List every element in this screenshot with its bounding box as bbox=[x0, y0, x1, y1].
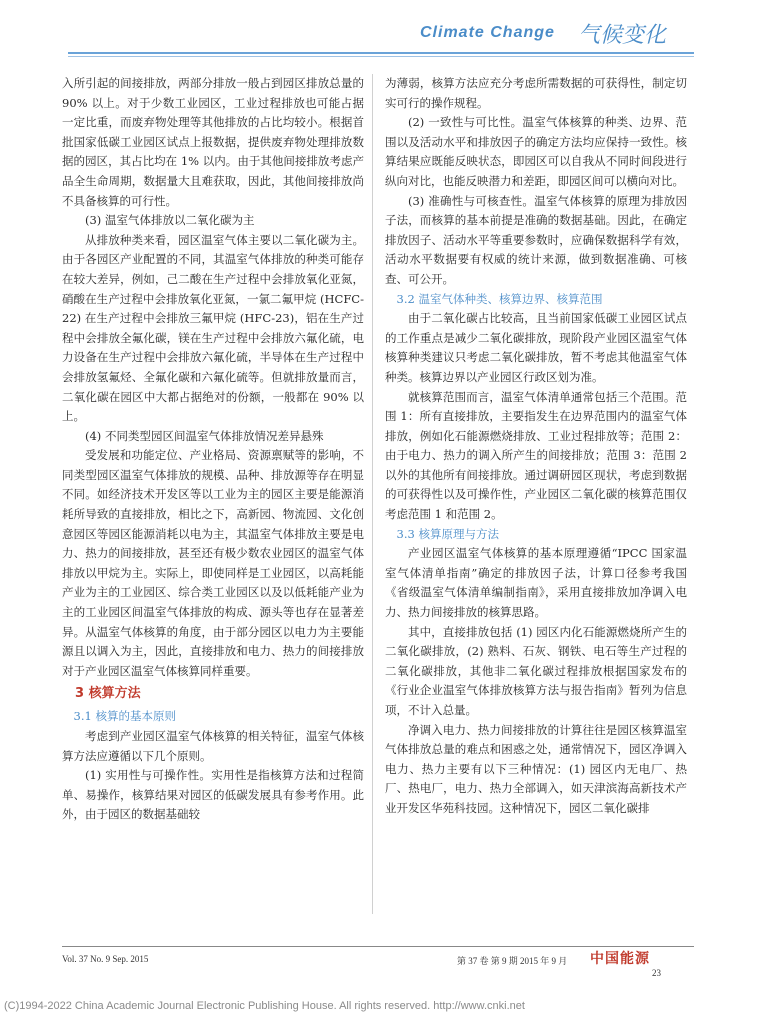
page-header bbox=[0, 18, 763, 52]
paragraph: (2) 一致性与可比性。温室气体核算的种类、边界、范围以及活动水平和排放因子的确定方法均应保持一致性。核算结果应既能反映状态，即园区可以自我从不同时间段进行纵向对比，也能反映潜力和差距，即园区间可以横向对比。 bbox=[385, 115, 687, 188]
header-rule bbox=[68, 52, 694, 54]
paragraph: 从排放种类来看，园区温室气体主要以二氧化碳为主。由于各园区产业配置的不同，其温室气体排放的种类可能存在较大差异，例如，己二酸在生产过程中会排放氧化亚氮，硝酸在生产过程中会排放氧化亚氮，一氯二氟甲烷 (HCFC-22) 在生产过程中会排放三氟甲烷 (HFC-23)，铝在生产过程中会排放全氟化碳，镁在生产过程中会排放六氟化硫，电力设备在生产过程中会排放六氟化硫，半导体在生产过程中会排放氢氟烃、全氟化碳和六氟化硫等。但就排放量而言，二氧化碳在园区中大都占据绝对的份额，一般都在 90% 以上。 bbox=[62, 232, 364, 424]
subheading: (3) 温室气体排放以二氧化碳为主 bbox=[85, 213, 255, 228]
footer-rule bbox=[62, 946, 694, 947]
subsection-heading: 3.3 核算原理与方法 bbox=[396, 526, 499, 541]
journal-title-en: Climate Change bbox=[420, 24, 555, 41]
paragraph: 净调入电力、热力间接排放的计算往往是园区核算温室气体排放总量的难点和困惑之处，通常情况下，园区净调入电力、热力主要有以下三种情况：(1) 园区内无电厂、热厂、热电厂，电力、热力全部调入，如天津滨海高新技术产业开发区华苑科技园。这种情况下，园区二氧化碳排 bbox=[385, 722, 687, 815]
section-heading: 3 核算方法 bbox=[75, 686, 141, 702]
header-rule-thin bbox=[68, 56, 694, 57]
paragraph: (3) 准确性与可核查性。温室气体核算的原理为排放因子法，而核算的基本前提是准确的数据基础。因此，在确定排放因子、活动水平等重要参数时，应确保数据科学有效，活动水平数据要有权威的统计来源，做到数据准确、可核查、可公开。 bbox=[385, 193, 687, 286]
subheading: (4) 不同类型园区间温室气体排放情况差异悬殊 bbox=[85, 428, 324, 443]
page-number: 23 bbox=[652, 968, 661, 978]
left-column bbox=[62, 74, 364, 825]
copyright-notice: (C)1994-2022 China Academic Journal Electronic Publishing House. All rights reserved. http://www.cnki.net bbox=[4, 1000, 525, 1012]
paragraph: 考虑到产业园区温室气体核算的相关特征，温室气体核算方法应遵循以下几个原则。 bbox=[62, 729, 364, 763]
journal-title-cn: 气候变化 bbox=[578, 23, 667, 48]
page-footer bbox=[62, 946, 694, 986]
subsection-heading: 3.1 核算的基本原则 bbox=[73, 709, 176, 724]
footer-volume-cn: 第 37 卷 第 9 期 2015 年 9 月 bbox=[457, 956, 568, 966]
right-column bbox=[385, 74, 687, 819]
paragraph: (1) 实用性与可操作性。实用性是指核算方法和过程简单、易操作，核算结果对园区的低碳发展具有参考作用。此外，由于园区的数据基础较 bbox=[62, 768, 364, 822]
footer-volume-en: Vol. 37 No. 9 Sep. 2015 bbox=[62, 954, 149, 964]
subsection-heading: 3.2 温室气体种类、核算边界、核算范围 bbox=[396, 291, 603, 306]
journal-logo: 中国能源 bbox=[590, 951, 650, 967]
paragraph: 为薄弱，核算方法应充分考虑所需数据的可获得性，制定切实可行的操作规程。 bbox=[385, 76, 687, 110]
paragraph: 就核算范围而言，温室气体清单通常包括三个范围。范围 1：所有直接排放，主要指发生在边界范围内的温室气体排放，例如化石能源燃烧排放、工业过程排放等；范围 2：由于电力、热力的调入所产生的间接排放；范围 3：范围 2 以外的其他所有间接排放。通过调研园区现状，考虑到数据的可获得性以及可操作性，产业园区二氧化碳的核算范围仅考虑范围 1 和范围 2。 bbox=[385, 389, 687, 522]
paragraph: 入所引起的间接排放，两部分排放一般占到园区排放总量的 90% 以上。对于少数工业园区，工业过程排放也可能占据一定比重，而废弃物处理等其他排放的占比均较小。根据首批国家低碳工业园区试点上报数据，提供废弃物处理排放数据的园区，其占比均在 1% 以内。由于其他间接排放考虑产品全生命周期，数据量大且难获取，因此，其他间接排放尚不具备核算的可行性。 bbox=[62, 76, 364, 208]
paragraph: 产业园区温室气体核算的基本原理遵循“IPCC 国家温室气体清单指南”确定的排放因子法，计算口径参考我国《省级温室气体清单编制指南》，采用直接排放加净调入电力、热力间接排放的核算思路。 bbox=[385, 546, 687, 620]
paragraph: 受发展和功能定位、产业格局、资源禀赋等的影响，不同类型园区温室气体排放的规模、品种、排放源等存在明显不同。如经济技术开发区等以工业为主的园区主要是能源消耗所导致的直接排放，相比之下，高新园、物流园、文化创意园区等园区能源消耗以电为主，其温室气体排放主要是电力、热力的间接排放，甚至还有极少数农业园区的温室气体排放以甲烷为主。实际上，即使同样是工业园区，以高耗能产业为主的工业园区、综合类工业园区以及以低耗能产业为主的工业园区间温室气体排放的构成、源头等也存在显著差异。从温室气体核算的角度，由于部分园区以电力为主要能源且以调入为主，因此，直接排放和电力、热力的间接排放对于产业园区温室气体核算同样重要。 bbox=[62, 448, 364, 678]
column-divider bbox=[372, 74, 373, 914]
paragraph: 其中，直接排放包括 (1) 园区内化石能源燃烧所产生的二氧化碳排放，(2) 熟料、石灰、钢铁、电石等生产过程的二氧化碳排放，其他非二氧化碳过程排放根据国家发布的《行业企业温室气体排放核算方法与报告指南》暂列为信息项，不计入总量。 bbox=[385, 624, 687, 717]
paragraph: 由于二氧化碳占比较高，且当前国家低碳工业园区试点的工作重点是减少二氧化碳排放，现阶段产业园区温室气体核算种类建议只考虑二氧化碳排放，暂不考虑其他温室气体种类。核算边界以产业园区行政区划为准。 bbox=[385, 311, 687, 384]
